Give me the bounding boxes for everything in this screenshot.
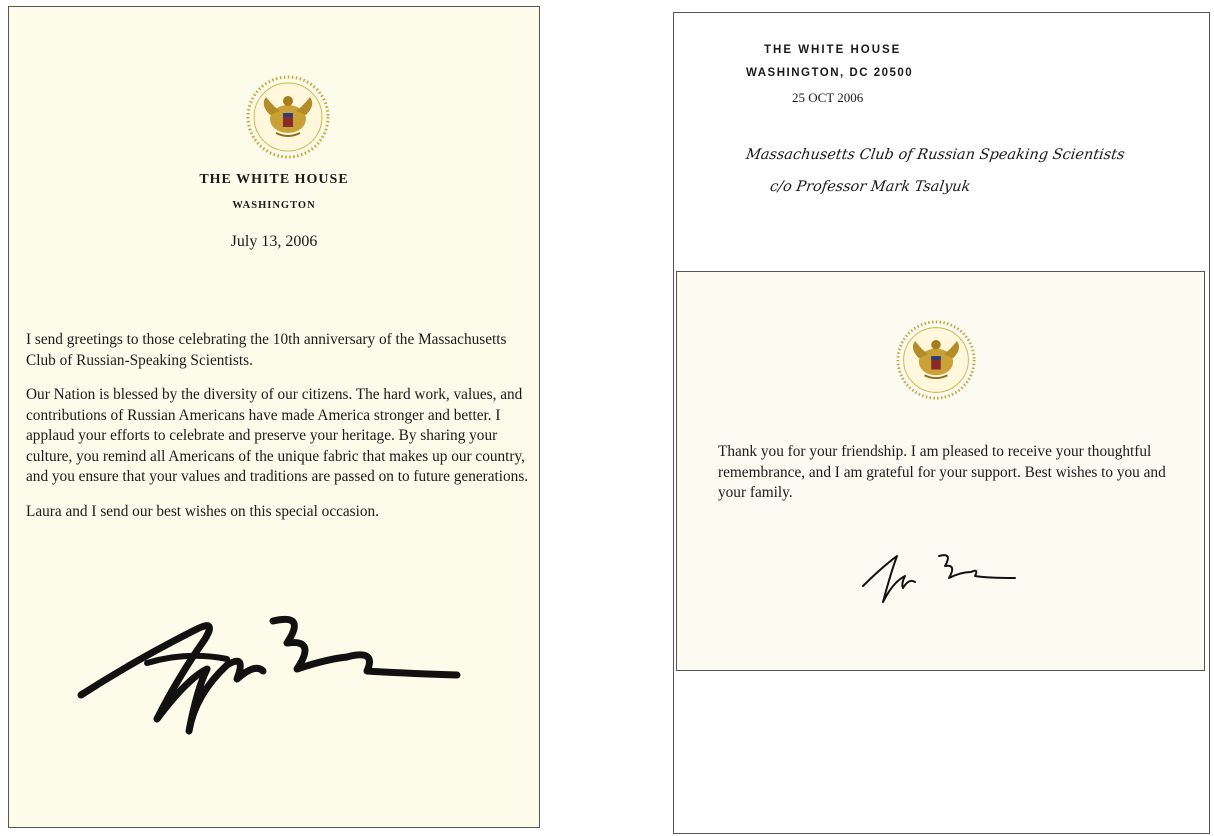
letterhead-subtitle: WASHINGTON: [232, 200, 316, 211]
presidential-seal-icon: [246, 75, 330, 159]
envelope: [673, 12, 1210, 834]
signature: [77, 599, 462, 741]
letter-date: July 13, 2006: [230, 233, 318, 250]
envelope-return-title: THE WHITE HOUSE: [764, 44, 902, 56]
envelope-attention: c/o Professor Mark Tsalyuk: [768, 179, 972, 195]
envelope-return-city: WASHINGTON, DC 20500: [746, 67, 914, 79]
signature: [857, 542, 1017, 606]
presidential-seal-icon: [896, 320, 976, 400]
letter-paragraph: I send greetings to those celebrating the 10th anniversary of the Massachusetts Club of Russian-Speaking Scientists.: [26, 331, 507, 369]
letter-paragraph: Laura and I send our best wishes on this special occasion.: [26, 502, 380, 520]
card-message: Thank you for your friendship. I am pleased to receive your thoughtful remembrance, and I am grateful for your support. Best wishes to you and your family.: [718, 443, 1166, 501]
letter-paragraph: Our Nation is blessed by the diversity of our citizens. The hard work, values, and contributions of Russian Americans have made America stronger and better. I applaud your efforts to celebrate and preserve your heritage. By sharing your culture, you remind all Americans of the unique fabric that makes up our country, and you ensure that your values and traditions are passed on to future generations.: [26, 386, 529, 485]
letter-page: [8, 6, 540, 828]
letterhead-title: THE WHITE HOUSE: [199, 172, 349, 187]
thank-you-card: [676, 271, 1205, 671]
envelope-addressee: Massachusetts Club of Russian Speaking Scientists: [744, 147, 1126, 163]
envelope-postmark-date: 25 OCT 2006: [792, 90, 864, 105]
letter-body: [26, 330, 531, 536]
